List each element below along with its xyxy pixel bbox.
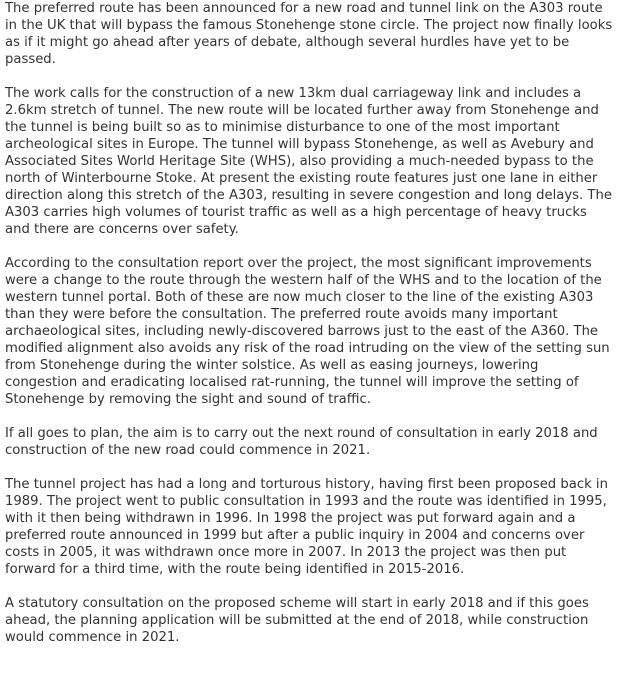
article-paragraph-history: The tunnel project has had a long and torturous history, having first been proposed back in 1989. The project went to public consultation in 1993 and the route was identified in 1995, with it then being withdrawn in 1996. In 1998 the project was put forward again and a preferred route announced in 1999 but after a public inquiry in 2004 and concerns over costs in 2005, it was withdrawn once more in 2007. In 2013 the project was then put forward for a third time, with the route being identified in 2015-2016. <box>5 477 608 577</box>
article-paragraph-consultation-report: According to the consultation report over the project, the most significant improvements were a change to the route through the western half of the WHS and to the location of the western tunnel portal. Both of these are now much closer to the line of the existing A303 than they were before the consultation. The preferred route avoids many important archaeological sites, including newly-discovered barrows just to the east of the A360. The modified alignment also avoids any risk of the road intruding on the view of the setting sun from Stonehenge during the winter solstice. As well as easing journeys, lowering congestion and eradicating localised rat-running, the tunnel will improve the setting of Stonehenge by removing the sight and sound of traffic. <box>5 256 610 407</box>
article-paragraph-intro: The preferred route has been announced for a new road and tunnel link on the A303 route in the UK that will bypass the famous Stonehenge stone circle. The project now finally looks as if it might go ahead after years of debate, although several hurdles have yet to be passed. <box>5 1 613 67</box>
article-paragraph-timeline: If all goes to plan, the aim is to carry out the next round of consultation in early 2018 and construction of the new road could commence in 2021. <box>5 426 598 458</box>
article-paragraph-scope: The work calls for the construction of a new 13km dual carriageway link and includes a 2.6km stretch of tunnel. The new route will be located further away from Stonehenge and the tunnel is being built so as to minimise disturbance to one of the most important archeological sites in Europe. The tunnel will bypass Stonehenge, as well as Avebury and Associated Sites World Heritage Site (WHS), also providing a much-needed bypass to the north of Winterbourne Stoke. At present the existing route features just one lane in either direction along this stretch of the A303, resulting in severe congestion and long delays. The A303 carries high volumes of tourist traffic as well as a high percentage of heavy trucks and there are concerns over safety. <box>5 86 612 237</box>
article-paragraph-statutory-consultation: A statutory consultation on the proposed scheme will start in early 2018 and if this goes ahead, the planning application will be submitted at the end of 2018, while construction would commence in 2021. <box>5 596 589 645</box>
